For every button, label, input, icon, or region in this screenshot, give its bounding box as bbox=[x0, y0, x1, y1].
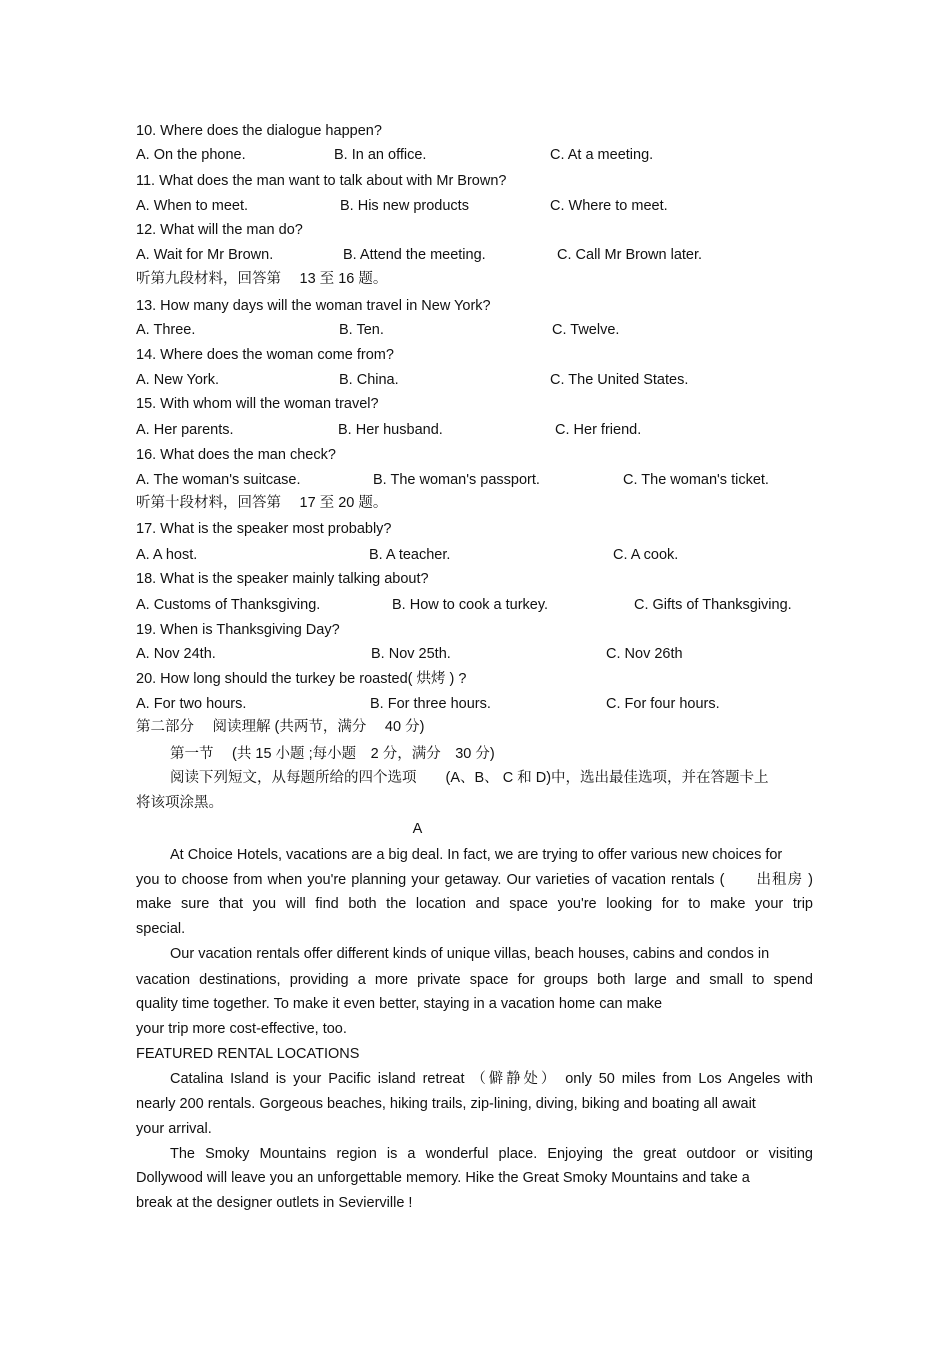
option-18-c: C. Gifts of Thanksgiving. bbox=[634, 597, 792, 613]
option-20-b: B. For three hours. bbox=[370, 696, 491, 712]
option-16-c: C. The woman's ticket. bbox=[623, 472, 769, 488]
option-10-b: B. In an office. bbox=[334, 147, 427, 163]
option-11-b: B. His new products bbox=[340, 198, 469, 214]
option-14-c: C. The United States. bbox=[550, 372, 689, 388]
passage-p3-line3: your arrival. bbox=[136, 1121, 212, 1137]
option-18-a: A. Customs of Thanksgiving. bbox=[136, 597, 321, 613]
option-10-a: A. On the phone. bbox=[136, 147, 246, 163]
passage-p1-line1: At Choice Hotels, vacations are a big deal. In fact, we are trying to offer various new choices for bbox=[170, 847, 783, 863]
question-17: 17. What is the speaker most probably? bbox=[136, 521, 392, 537]
question-14: 14. Where does the woman come from? bbox=[136, 347, 394, 363]
option-19-a: A. Nov 24th. bbox=[136, 646, 216, 662]
instruction-tenth: 听第十段材料，回答第 17 至 20 题。 bbox=[136, 495, 388, 511]
passage-p2-line4: your trip more cost-effective, too. bbox=[136, 1021, 347, 1037]
passage-p4-line2: Dollywood will leave you an unforgettable memory. Hike the Great Smoky Mountains and take a bbox=[136, 1170, 750, 1186]
option-15-b: B. Her husband. bbox=[338, 422, 443, 438]
passage-p4-line1: The Smoky Mountains region is a wonderful place. Enjoying the great outdoor or visiting bbox=[170, 1146, 813, 1162]
question-16: 16. What does the man check? bbox=[136, 447, 336, 463]
part2-title: 第二部分 阅读理解 (共两节，满分 40 分) bbox=[136, 719, 425, 735]
question-11: 11. What does the man want to talk about with Mr Brown? bbox=[136, 173, 507, 189]
question-13: 13. How many days will the woman travel in New York? bbox=[136, 298, 491, 314]
option-12-a: A. Wait for Mr Brown. bbox=[136, 247, 274, 263]
passage-label: A bbox=[412, 821, 423, 837]
directions-line-2: 将该项涂黑。 bbox=[136, 795, 223, 811]
option-11-c: C. Where to meet. bbox=[550, 198, 668, 214]
passage-p3-line2: nearly 200 rentals. Gorgeous beaches, hiking trails, zip-lining, diving, biking and boating all await bbox=[136, 1096, 756, 1112]
passage-p2-line1: Our vacation rentals offer different kinds of unique villas, beach houses, cabins and condos in bbox=[170, 946, 770, 962]
option-20-a: A. For two hours. bbox=[136, 696, 247, 712]
option-17-b: B. A teacher. bbox=[369, 547, 451, 563]
option-17-a: A. A host. bbox=[136, 547, 198, 563]
option-15-c: C. Her friend. bbox=[555, 422, 642, 438]
passage-p3-line1: Catalina Island is your Pacific island retreat （僻静处） only 50 miles from Los Angeles with bbox=[170, 1071, 813, 1087]
option-19-c: C. Nov 26th bbox=[606, 646, 683, 662]
option-10-c: C. At a meeting. bbox=[550, 147, 654, 163]
option-20-c: C. For four hours. bbox=[606, 696, 720, 712]
passage-p2-line3: quality time together. To make it even better, staying in a vacation home can make bbox=[136, 996, 663, 1012]
passage-p1-line3: make sure that you will find both the location and space you're looking for to make your trip bbox=[136, 896, 813, 912]
passage-p1-line2: you to choose from when you're planning your getaway. Our varieties of vacation rentals ( 出租房 ) bbox=[136, 872, 813, 888]
option-13-a: A. Three. bbox=[136, 322, 196, 338]
option-16-a: A. The woman's suitcase. bbox=[136, 472, 301, 488]
directions-line-1: 阅读下列短文，从每题所给的四个选项 (A、B、 C 和 D)中，选出最佳选项，并在答题卡上 bbox=[170, 770, 769, 786]
option-12-c: C. Call Mr Brown later. bbox=[557, 247, 703, 263]
passage-p4-line3: break at the designer outlets in Sevierville ! bbox=[136, 1195, 413, 1211]
question-12: 12. What will the man do? bbox=[136, 222, 303, 238]
section1-title: 第一节 (共 15 小题 ;每小题 2 分，满分 30 分) bbox=[170, 746, 495, 762]
passage-p1-line4: special. bbox=[136, 921, 186, 937]
question-10: 10. Where does the dialogue happen? bbox=[136, 123, 382, 139]
question-19: 19. When is Thanksgiving Day? bbox=[136, 622, 340, 638]
option-17-c: C. A cook. bbox=[613, 547, 679, 563]
passage-p2-line2: vacation destinations, providing a more private space for groups both large and small to spend bbox=[136, 972, 813, 988]
instruction-ninth: 听第九段材料，回答第 13 至 16 题。 bbox=[136, 271, 388, 287]
featured-heading: FEATURED RENTAL LOCATIONS bbox=[136, 1046, 360, 1062]
option-13-b: B. Ten. bbox=[339, 322, 384, 338]
question-18: 18. What is the speaker mainly talking about? bbox=[136, 571, 429, 587]
question-15: 15. With whom will the woman travel? bbox=[136, 396, 379, 412]
option-11-a: A. When to meet. bbox=[136, 198, 249, 214]
option-12-b: B. Attend the meeting. bbox=[343, 247, 486, 263]
option-14-b: B. China. bbox=[339, 372, 399, 388]
option-13-c: C. Twelve. bbox=[552, 322, 620, 338]
option-15-a: A. Her parents. bbox=[136, 422, 234, 438]
option-18-b: B. How to cook a turkey. bbox=[392, 597, 549, 613]
option-19-b: B. Nov 25th. bbox=[371, 646, 451, 662]
question-20: 20. How long should the turkey be roasted( 烘烤 ) ? bbox=[136, 671, 467, 687]
option-16-b: B. The woman's passport. bbox=[373, 472, 540, 488]
option-14-a: A. New York. bbox=[136, 372, 220, 388]
